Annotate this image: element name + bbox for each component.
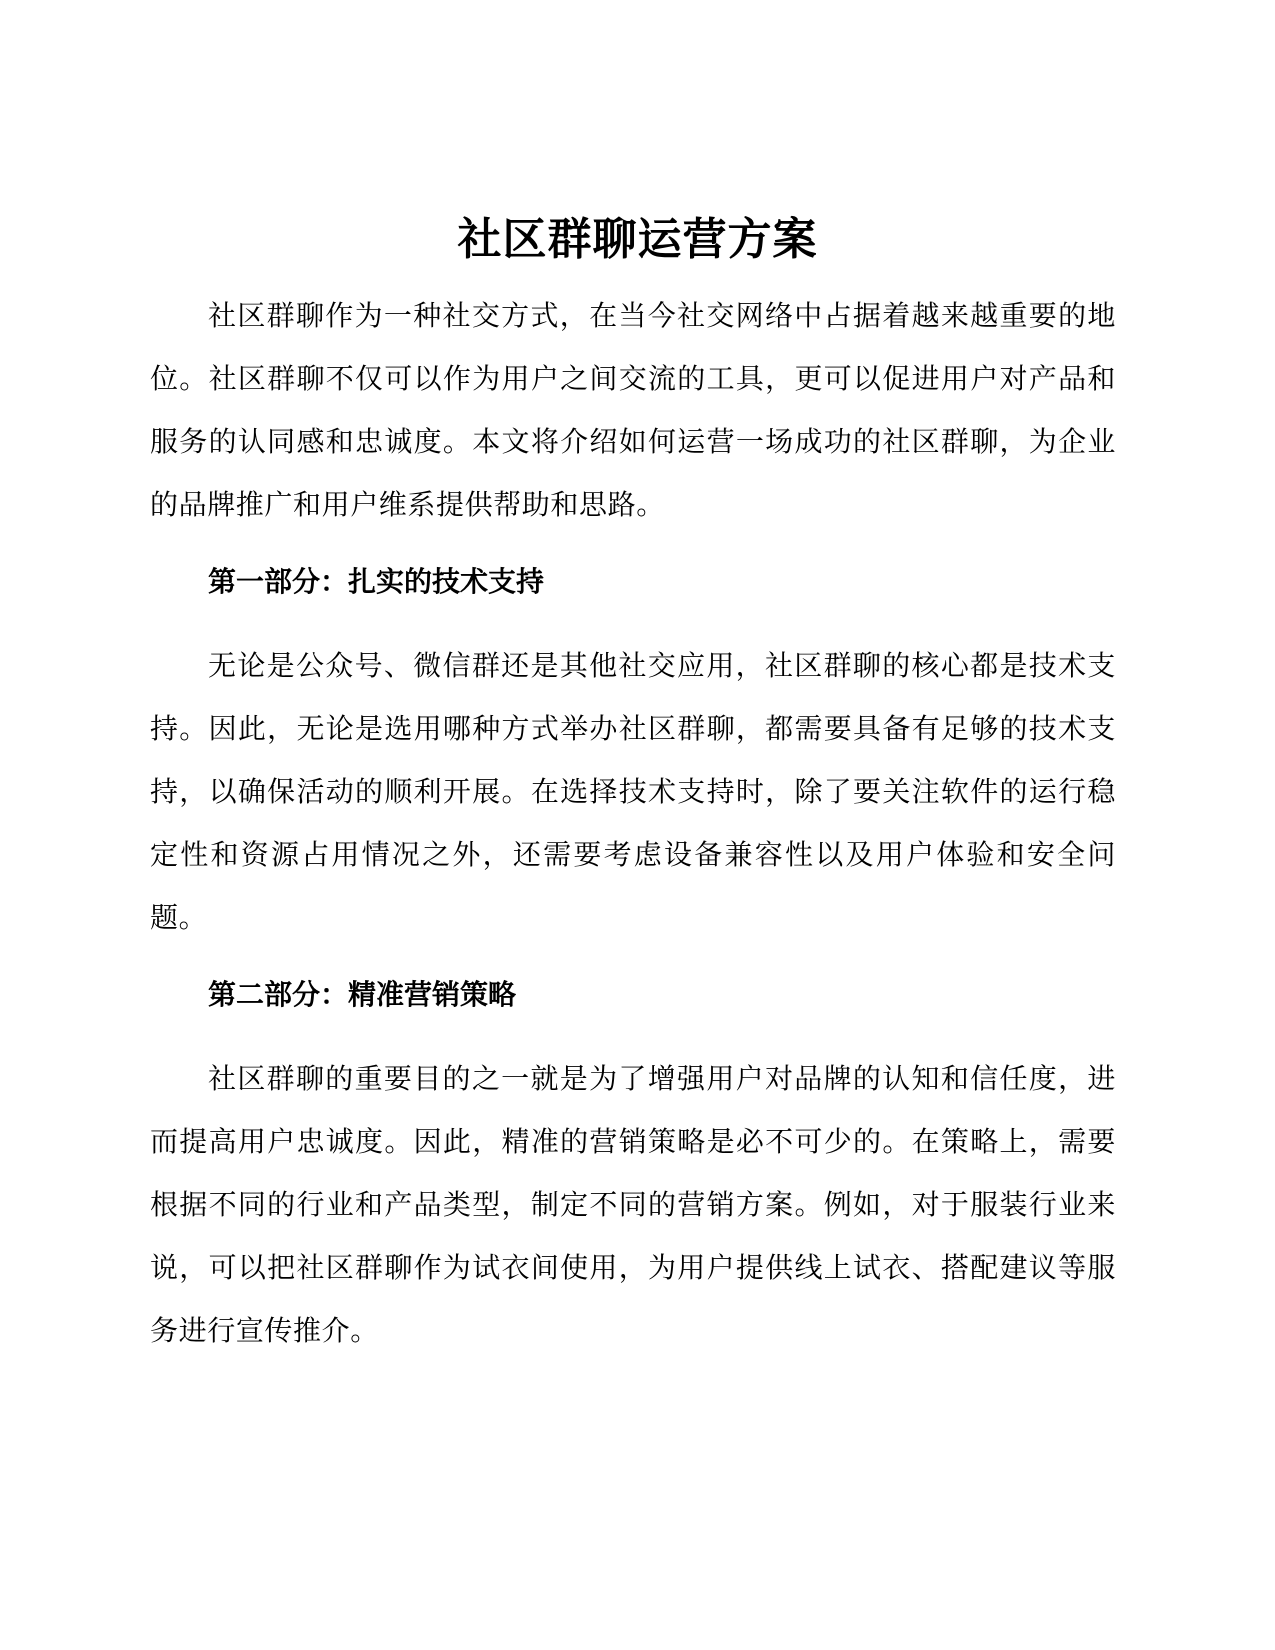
section-heading-1: 第一部分：扎实的技术支持 (208, 565, 545, 598)
section-body-2: 社区群聊的重要目的之一就是为了增强用户对品牌的认知和信任度，进而提高用户忠诚度。因此，精准的营销策略是必不可少的。在策略上，需要根据不同的行业和产品类型，制定不同的营销方案。例如，对于服装行业来说，可以把社区群聊作为试衣间使用，为用户提供线上试衣、搭配建议等服务进行宣传推介。 (150, 1062, 1116, 1347)
document-title: 社区群聊运营方案 (457, 214, 818, 265)
section-body-1: 无论是公众号、微信群还是其他社交应用，社区群聊的核心都是技术支持。因此，无论是选用哪种方式举办社区群聊，都需要具备有足够的技术支持，以确保活动的顺利开展。在选择技术支持时，除了要关注软件的运行稳定性和资源占用情况之外，还需要考虑设备兼容性以及用户体验和安全问题。 (150, 649, 1116, 934)
intro-paragraph: 社区群聊作为一种社交方式，在当今社交网络中占据着越来越重要的地位。社区群聊不仅可以作为用户之间交流的工具，更可以促进用户对产品和服务的认同感和忠诚度。本文将介绍如何运营一场成功的社区群聊，为企业的品牌推广和用户维系提供帮助和思路。 (150, 299, 1116, 521)
section-heading-2: 第二部分：精准营销策略 (208, 978, 517, 1011)
